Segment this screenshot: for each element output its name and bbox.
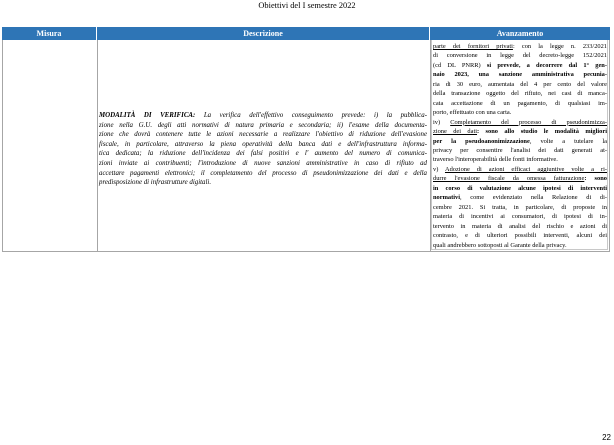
descrizione-line [99,140,427,150]
avanzamento-line [433,137,607,146]
page-number: 22 [602,433,611,442]
avanzamento-line [433,231,607,240]
avanzamento-text-run: Adozione di azioni efficaci aggiuntive volte a ri- [444,165,607,173]
avanzamento-text-run: si prevede, a decorrere dal 1° gen- [486,61,607,69]
descrizione-text-run: tica dedicata; la riduzione dell'incidenza dei falsi positivi e l' aumento del numero di comunica- [99,150,427,158]
avanzamento-text-run: parte dei fornitori privati [433,43,513,50]
avanzamento-text-run: naio 2023, una sanzione amministrativa pecunia- [433,71,607,79]
descrizione-line [99,121,427,131]
avanzamento-line [433,212,607,221]
avanzamento-text-run: cata accettazione di un pagamento, di qualsiasi im- [433,99,607,107]
avanzamento-text-run: v) [433,165,445,173]
avanzamento-line [433,146,607,155]
avanzamento-line [433,80,607,89]
avanzamento-line [433,203,607,212]
descrizione-line [99,178,427,188]
avanzamento-text-run: quali andrebbero sottoposti al Garante della privacy. [433,241,567,249]
avanzamento-text-run: Completamento del processo di pseudonimizza- [450,118,608,126]
avanzamento-line [433,70,607,79]
avanzamento-line [433,61,607,70]
descrizione-line [99,130,427,140]
descrizione-text-run: predisposizione di infrastrutture digitali. [99,179,212,187]
avanzamento-line [433,165,607,174]
avanzamento-text-run: zione dei dati [433,128,478,136]
avanzamento-text [433,42,607,250]
avanzamento-text-run: traverso l'interoperabilità delle fonti informative. [433,156,558,164]
descrizione-text-run: zioni inviate ai contribuenti; l'introduzione di nuove sanzioni amministrative in caso di rifiuto ad [99,159,427,167]
avanzamento-line [433,127,607,136]
avanzamento-text-run: : sono [584,175,607,183]
avanzamento-text-run: ria di 30 euro, aumentata del 4 per cento del valore [433,80,607,88]
descrizione-text-run: fiscale, in particolare, attraverso la piena operatività della banca dati e dell'infrastruttura informa- [99,140,427,148]
avanzamento-text-run: della transazione oggetto del rifiuto, nei casi di manca- [433,90,607,98]
avanzamento-line [433,155,607,164]
avanzamento-text-run: in corso di valutazione alcune ipotesi di interventi [433,184,607,192]
avanzamento-text-run: cembre 2021. Si tratta, in particolare, di proposte in [433,203,607,211]
descrizione-text-run: zione nella G.U. degli atti normativi di natura primaria e secondaria; ii) l'esame della documenta- [99,121,427,129]
avanzamento-text-run: , volte a tutelare la [529,137,607,145]
avanzamento-text-run: , come evidenziato nella Relazione di di- [459,194,607,202]
avanzamento-text-run: materia di incentivi ai consumatori, di ipotesi di in- [433,213,607,221]
avanzamento-text-run: tervento in materia di analisi del rischio e azioni di [433,222,607,230]
page-title: Obiettivi del I semestre 2022 [258,1,356,10]
avanzamento-line [433,174,607,183]
descrizione-line [99,149,427,159]
avanzamento-text-run: iv) [433,118,451,126]
descrizione-text [99,111,427,188]
descrizione-line [99,169,427,179]
avanzamento-line [433,184,607,193]
descrizione-line [99,159,427,169]
avanzamento-line [433,99,607,108]
avanzamento-line [433,222,607,231]
avanzamento-text-run: contrasto, e di ulteriori possibili interventi, alcuni dei [433,232,607,240]
avanzamento-text-run: : con la legge n. 233/2021 [512,43,607,50]
header-avanzamento: Avanzamento [430,27,610,40]
descrizione-text-run: La verifica dell'effettivo conseguimento prevede: i) la pubblica- [195,112,427,119]
descrizione-text-run: zione che dovrà contenere tutte le azioni necessarie a realizzare l'obiettivo di riduzione dell'evasione [99,131,427,139]
avanzamento-line [433,118,607,127]
avanzamento-line [433,193,607,202]
avanzamento-text-run: (cd DL PNRR) [433,61,487,69]
avanzamento-text-run: per la pseudoanonimizzazione [433,137,530,145]
descrizione-text-run: accettare pagamenti elettronici; il completamento del processo di pseudonimizzazione dei dati e della [99,169,427,177]
avanzamento-text-run: privacy per consentire l'analisi dei dati generati at- [433,146,607,154]
avanzamento-text-run: porto, effettuato con una carta. [433,109,512,117]
avanzamento-line [433,89,607,98]
avanzamento-line [433,51,607,60]
avanzamento-text-run: di conversione in legge del decreto-legge 152/2021 [433,52,607,60]
avanzamento-line [433,42,607,51]
descrizione-text-run: MODALITÀ DI VERIFICA: [99,112,196,119]
avanzamento-text-run: durre l'evasione fiscale da omessa fatturazione [433,175,585,183]
header-misura: Misura [2,27,97,40]
avanzamento-text-run: normativi [433,194,460,202]
cell-misura [2,40,98,252]
avanzamento-line [433,241,607,250]
header-descrizione: Descrizione [97,27,430,40]
descrizione-line [99,111,427,121]
avanzamento-text-run: : sono allo studio le modalità migliori [477,128,607,136]
avanzamento-line [433,108,607,117]
